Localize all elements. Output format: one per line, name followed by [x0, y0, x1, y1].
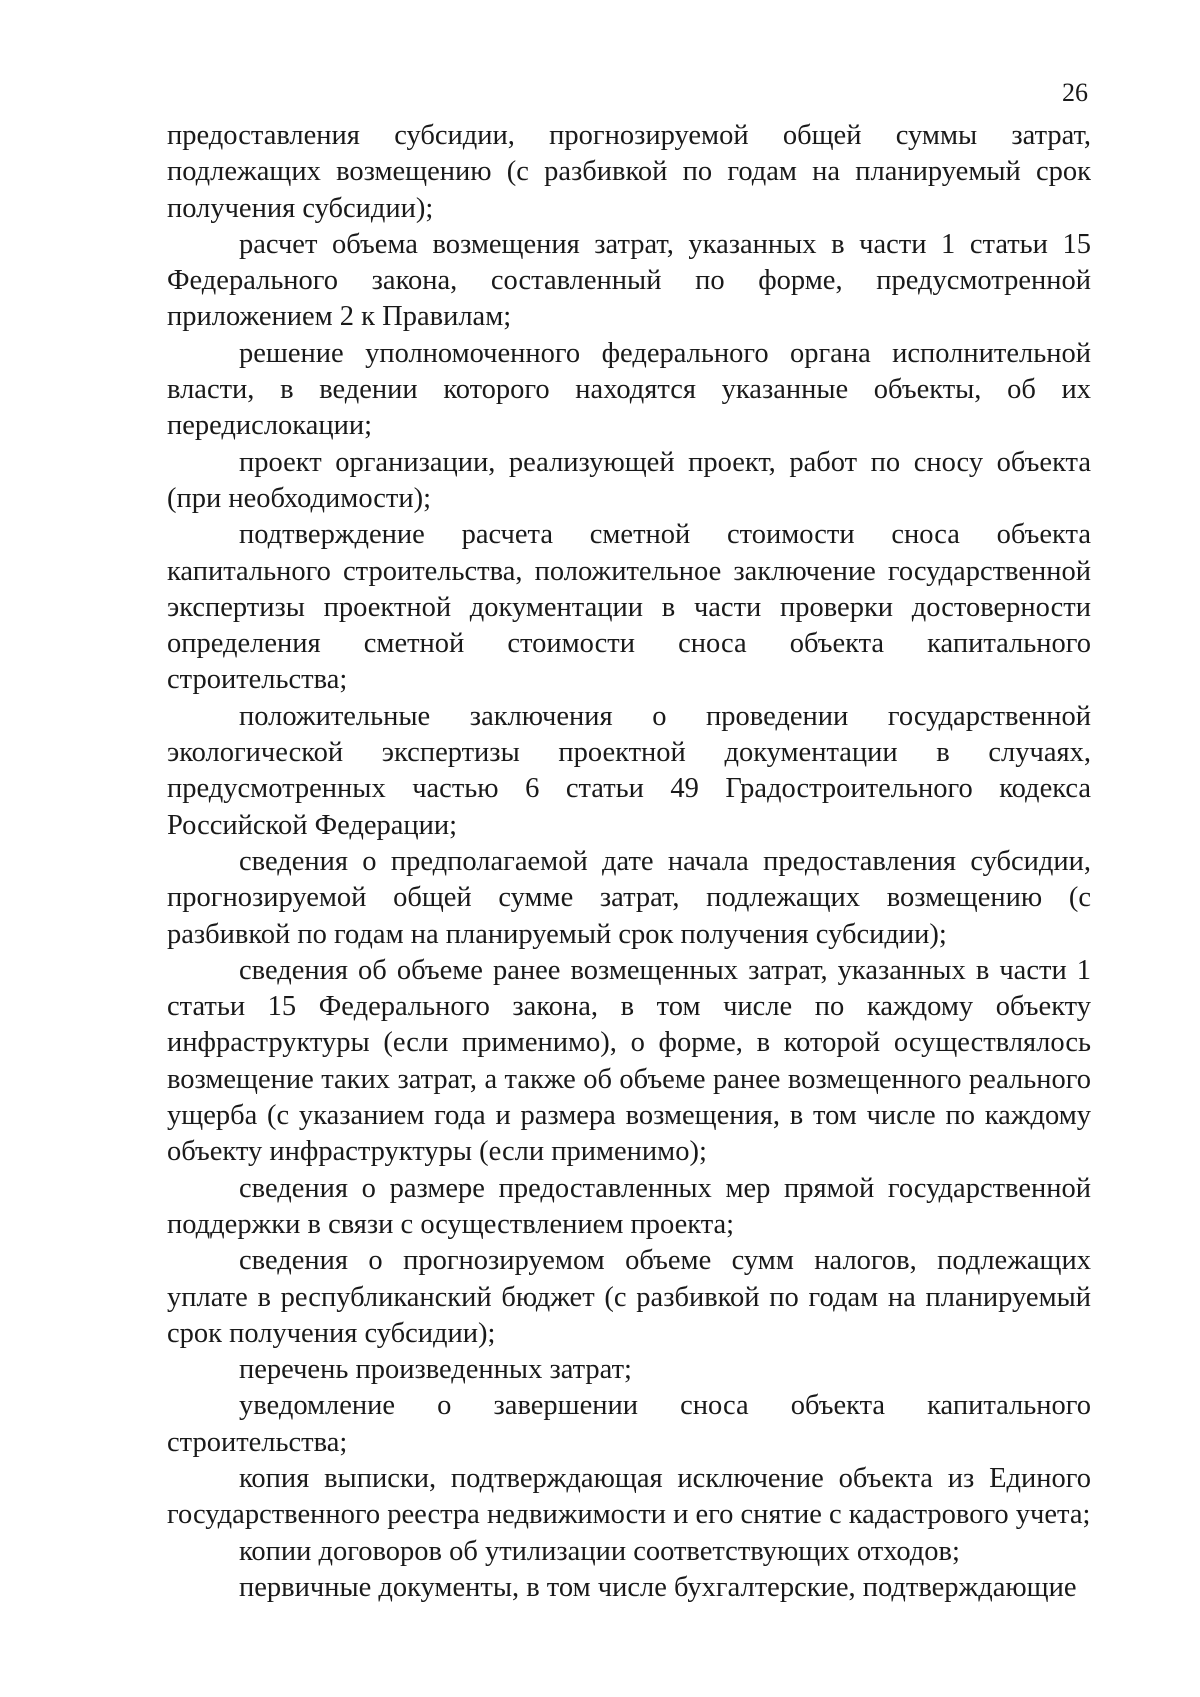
document-body: [167, 118, 1091, 1606]
paragraph-waste-contracts: копии договоров об утилизации соответствующих отходов;: [239, 1535, 960, 1567]
paragraph-relocation-decision: решение уполномоченного федерального органа исполнительной власти, в ведении которого находятся указанные объекты, об их передислокации;: [167, 337, 1091, 442]
paragraph-previous-reimbursement: сведения об объеме ранее возмещенных затрат, указанных в части 1 статьи 15 Федерального закона, в том числе по каждому объекту инфраструктуры (если применимо), о форме, в которой осуществлялось возмещение таких затрат, а также об объеме ранее возмещенного реального ущерба (с указанием года и размера возмещения, в том числе по каждому объекту инфраструктуры (если применимо);: [167, 954, 1091, 1168]
paragraph-estimate-confirmation: подтверждение расчета сметной стоимости сноса объекта капитального строительства, положительное заключение государственной экспертизы проектной документации в части проверки достоверности определения сметной стоимости сноса объекта капитального строительства;: [167, 519, 1091, 696]
paragraph-primary-documents: первичные документы, в том числе бухгалтерские, подтверждающие: [239, 1571, 1077, 1603]
paragraph-subsidy-start-date: сведения о предполагаемой дате начала предоставления субсидии, прогнозируемой общей сумме затрат, подлежащих возмещению (с разбивкой по годам на планируемый срок получения субсидии);: [167, 845, 1091, 950]
paragraph-tax-forecast: сведения о прогнозируемом объеме сумм налогов, подлежащих уплате в республиканский бюджет (с разбивкой по годам на планируемый срок получения субсидии);: [167, 1245, 1091, 1349]
paragraph-registry-extract: копия выписки, подтверждающая исключение объекта из Единого государственного реестра недвижимости и его снятие с кадастрового учета;: [167, 1462, 1091, 1531]
paragraph-state-support: сведения о размере предоставленных мер прямой государственной поддержки в связи с осуществлением проекта;: [167, 1172, 1091, 1240]
paragraph-demolition-notice: уведомление о завершении сноса объекта капитального строительства;: [167, 1390, 1091, 1458]
paragraph-ecological-expertise: положительные заключения о проведении государственной экологической экспертизы проектной документации в случаях, предусмотренных частью 6 статьи 49 Градостроительного кодекса Российской Федерации;: [167, 700, 1091, 841]
paragraph-continuation: предоставления субсидии, прогнозируемой общей суммы затрат, подлежащих возмещению (с разбивкой по годам на планируемый срок получения субсидии);: [167, 120, 1091, 224]
paragraph-cost-list: перечень произведенных затрат;: [239, 1354, 632, 1386]
paragraph-cost-calculation: расчет объема возмещения затрат, указанных в части 1 статьи 15 Федерального закона, составленный по форме, предусмотренной приложением 2 к Правилам;: [167, 228, 1091, 333]
paragraph-demolition-project: проект организации, реализующей проект, работ по сносу объекта (при необходимости);: [167, 446, 1091, 514]
page-number: 26: [1062, 78, 1088, 107]
